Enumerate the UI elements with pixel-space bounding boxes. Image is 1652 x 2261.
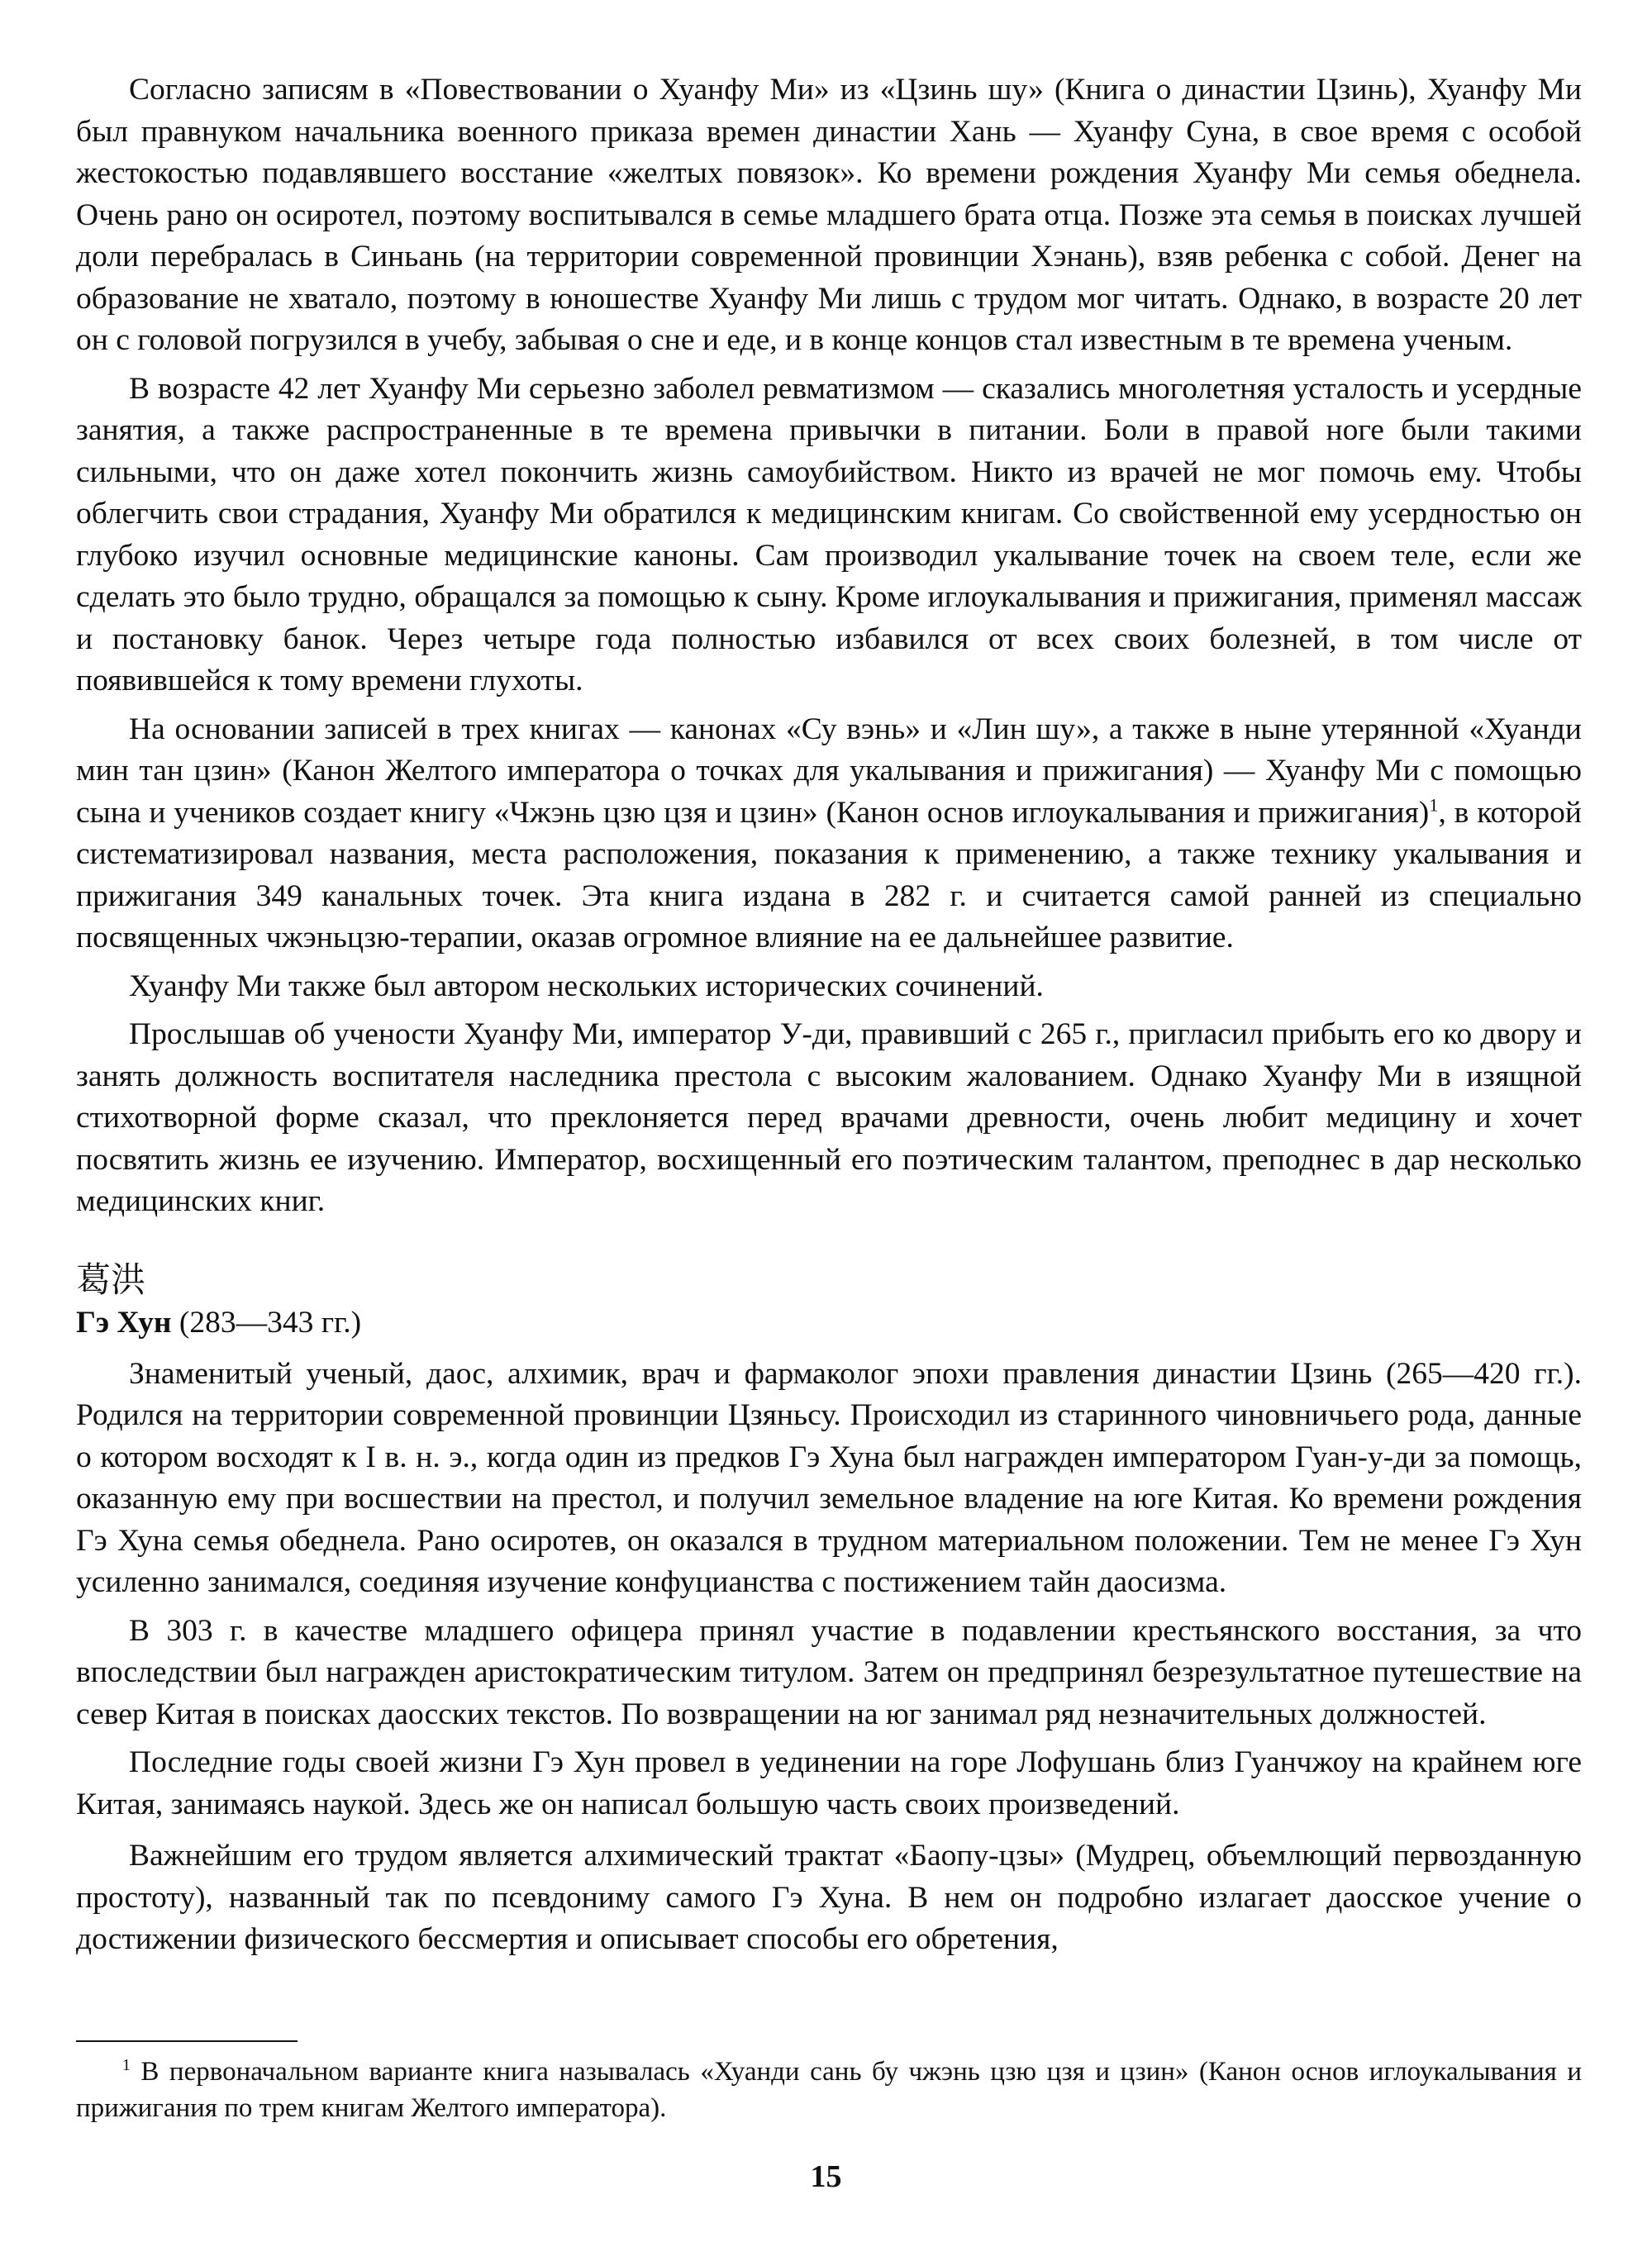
- paragraph: Последние годы своей жизни Гэ Хун провел в уединении на горе Лофушань близ Гуанчжоу на крайнем юге Китая, занимаясь наукой. Здесь же он написал большую часть своих произведений.: [76, 1745, 1582, 1821]
- paragraph: Прослышав об учености Хуанфу Ми, император У-ди, правивший с 265 г., пригласил прибыть его ко двору и занять должность воспитателя наследника престола с высоким жалованием. Однако Хуанфу Ми в изящной стихотворной форме сказал, что преклоняется перед врачами древности, очень любит медицину и хочет посвятить жизнь ее изучению. Император, восхищенный его поэтическим талантом, преподнес в дар несколько медицинских книг.: [76, 1017, 1582, 1218]
- life-dates: (283—343 гг.): [171, 1305, 362, 1340]
- paragraph: [76, 709, 1582, 959]
- person-name: Гэ Хун: [76, 1305, 172, 1340]
- paragraph: Хуанфу Ми также был автором нескольких исторических сочинений.: [129, 969, 1044, 1003]
- section-heading: [76, 1302, 1582, 1344]
- paragraph: Знаменитый ученый, даос, алхимик, врач и фармаколог эпохи правления династии Цзинь (265—420 гг.). Родился на территории современной провинции Цзяньсу. Происходил из старинного чиновничьего рода, данные о котором восходят к I в. н. э., когда один из предков Гэ Хуна был награжден императором Гуан-у-ди за помощь, оказанную ему при восшествии на престол, и получил земельное владение на юге Китая. Ко времени рождения Гэ Хуна семья обеднела. Рано осиротев, он оказался в трудном материальном положении. Тем не менее Гэ Хун усиленно занимался, соединяя изучение конфуцианства с постижением тайн даосизма.: [76, 1356, 1582, 1599]
- footnote-reference: 1: [1429, 794, 1439, 815]
- paragraph: В 303 г. в качестве младшего офицера принял участие в подавлении крестьянского восстания, за что впоследствии был награжден аристократическим титулом. Затем он предпринял безрезультатное путешествие на север Китая в поисках даосских текстов. По возвращении на юг занимал ряд незначительных должностей.: [76, 1613, 1582, 1731]
- paragraph-text: На основании записей в трех книгах — канонах «Су вэнь» и «Лин шу», а также в ныне утерянной «Хуанди мин тан цзин» (Канон Желтого императора о точках для укалывания и прижигания) — Хуанфу Ми с помощью сына и учеников создает книгу «Чжэнь цзю цзя и цзин» (Канон основ иглоукалывания и прижигания): [76, 712, 1582, 830]
- footnote-divider: [76, 2040, 298, 2042]
- chinese-name: 葛洪: [76, 1261, 146, 1300]
- footnote-body: В первоначальном варианте книга называлась «Хуанди сань бу чжэнь цзю цзя и цзин» (Канон основ иглоукалывания и прижигания по трем книгам Желтого императора).: [76, 2057, 1582, 2123]
- footnote: [76, 2054, 1582, 2133]
- footnote-mark: 1: [122, 2056, 131, 2074]
- paragraph-text: , в которой систематизировал названия, места расположения, показания к применению, а также технику укалывания и прижигания 349 канальных точек. Эта книга издана в 282 г. и считается самой ранней из специально посвященных чжэньцзю-терапии, оказав огромное влияние на ее дальнейшее развитие.: [76, 795, 1582, 954]
- paragraph: В возрасте 42 лет Хуанфу Ми серьезно заболел ревматизмом — сказались многолетняя усталость и усердные занятия, а также распространенные в те времена привычки в питании. Боли в правой ноге были такими сильными, что он даже хотел покончить жизнь самоубийством. Никто из врачей не мог помочь ему. Чтобы облегчить свои страдания, Хуанфу Ми обратился к медицинским книгам. Со свойственной ему усердностью он глубоко изучил основные медицинские каноны. Сам производил укалывание точек на своем теле, если же сделать это было трудно, обращался за помощью к сыну. Кроме иглоукалывания и прижигания, применял массаж и постановку банок. Через четыре года полностью избавился от всех своих болезней, в том числе от появившейся к тому времени глухоты.: [76, 371, 1582, 697]
- paragraph: Важнейшим его трудом является алхимический трактат «Баопу-цзы» (Мудрец, объемлющий первозданную простоту), названный так по псевдониму самого Гэ Хуна. В нем он подробно излагает даосское учение о достижении физического бессмертия и описывает способы его обретения,: [76, 1839, 1582, 1956]
- main-text: [76, 69, 1582, 1968]
- page-number: 15: [810, 2159, 842, 2194]
- paragraph: Согласно записям в «Повествовании о Хуанфу Ми» из «Цзинь шу» (Книга о династии Цзинь), Хуанфу Ми был правнуком начальника военного приказа времен династии Хань — Хуанфу Суна, в свое время с особой жестокостью подавлявшего восстание «желтых повязок». Ко времени рождения Хуанфу Ми семья обеднела. Очень рано он осиротел, поэтому воспитывался в семье младшего брата отца. Позже эта семья в поисках лучшей доли перебралась в Синьань (на территории современной провинции Хэнань), взяв ребенка с собой. Денег на образование не хватало, поэтому в юношестве Хуанфу Ми лишь с трудом мог читать. Однако, в возрасте 20 лет он с головой погрузился в учебу, забывая о сне и еде, и в конце концов стал известным в те времена ученым.: [76, 73, 1582, 357]
- footnote-text: [76, 2054, 1582, 2126]
